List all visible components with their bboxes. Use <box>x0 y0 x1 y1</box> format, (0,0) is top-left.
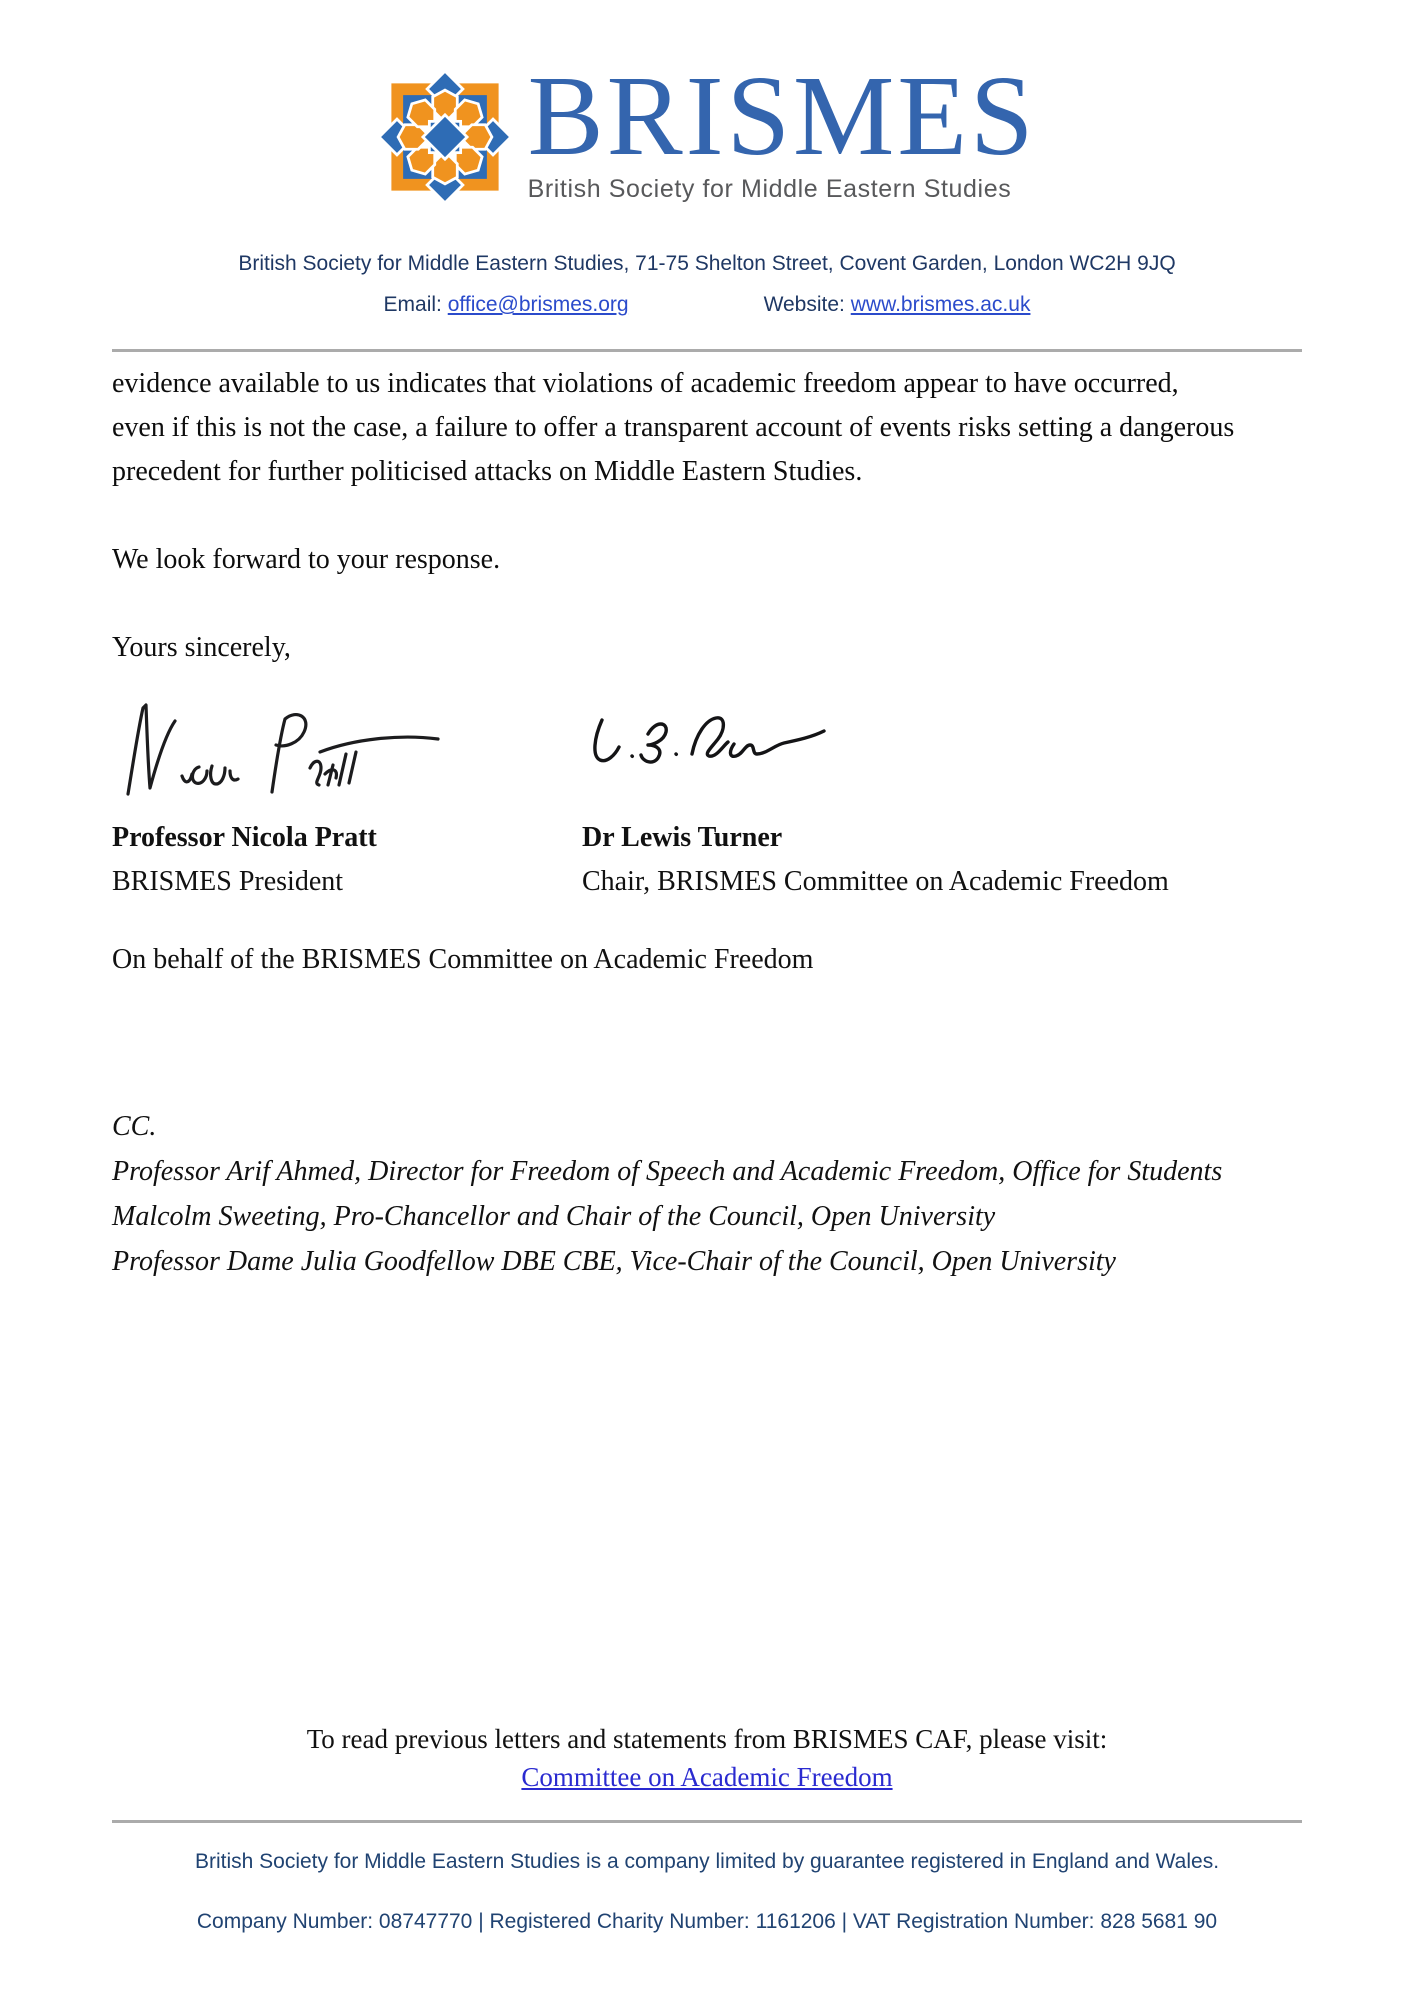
signatory-left <box>112 816 582 904</box>
website-link[interactable]: www.brismes.ac.uk <box>850 293 1031 316</box>
lewis-turner-signature <box>582 692 832 788</box>
body-paragraph-line: precedent for further politicised attacks on Middle Eastern Studies. <box>112 456 863 487</box>
email-group <box>384 293 629 317</box>
signatory-right <box>582 816 1308 904</box>
signatory-name: Dr Lewis Turner <box>582 822 783 853</box>
contact-line <box>0 293 1414 317</box>
on-behalf-line: On behalf of the BRISMES Committee on Academic Freedom <box>112 944 814 975</box>
cc-block <box>112 1104 1352 1284</box>
logo-block <box>0 52 1414 204</box>
footer-registration-numbers: Company Number: 08747770 | Registered Charity Number: 1161206 | VAT Registration Number: 828 5681 90 <box>196 1910 1218 1933</box>
email-link[interactable]: office@brismes.org <box>447 293 629 316</box>
previous-letters-note <box>0 1720 1414 1796</box>
brismes-logo-icon <box>378 70 512 204</box>
cc-entry: Malcolm Sweeting, Pro-Chancellor and Chair of the Council, Open University <box>112 1201 996 1232</box>
signatory-title: BRISMES President <box>112 866 344 897</box>
footer-divider <box>112 1820 1302 1823</box>
brismes-tagline: British Society for Middle Eastern Studies <box>527 175 1012 203</box>
signatory-title: Chair, BRISMES Committee on Academic Freedom <box>582 866 1169 897</box>
brismes-wordmark: BRISMES <box>527 52 1037 179</box>
society-address: British Society for Middle Eastern Studies, 71-75 Shelton Street, Covent Garden, London WC2H 9JQ <box>238 252 1176 275</box>
body-paragraph-line: even if this is not the case, a failure to offer a transparent account of events risks setting a dangerous <box>112 412 1235 443</box>
cc-entry: Professor Dame Julia Goodfellow DBE CBE, Vice-Chair of the Council, Open University <box>112 1246 1116 1277</box>
body-paragraph-line: evidence available to us indicates that violations of academic freedom appear to have occurred, <box>112 368 1179 399</box>
committee-on-academic-freedom-link[interactable]: Committee on Academic Freedom <box>521 1762 893 1792</box>
cc-entry: Professor Arif Ahmed, Director for Freedom of Speech and Academic Freedom, Office for Students <box>112 1156 1223 1187</box>
footer-company-statement: British Society for Middle Eastern Studies is a company limited by guarantee registered in England and Wales. <box>194 1850 1220 1873</box>
header-divider <box>112 349 1302 352</box>
signatory-name: Professor Nicola Pratt <box>112 822 377 853</box>
nicola-pratt-signature <box>112 692 452 800</box>
logo-text <box>527 52 1037 204</box>
website-label: Website: <box>763 293 845 316</box>
body-paragraph: We look forward to your response. <box>112 544 501 575</box>
letter-body <box>112 362 1308 670</box>
signatory-names <box>112 816 1308 904</box>
closing-salutation: Yours sincerely, <box>112 632 291 663</box>
email-label: Email: <box>383 293 442 316</box>
visit-note-text: To read previous letters and statements from BRISMES CAF, please visit: <box>306 1724 1108 1754</box>
signature-row <box>112 692 1308 800</box>
cc-label: CC. <box>112 1111 157 1142</box>
website-group <box>764 293 1031 317</box>
